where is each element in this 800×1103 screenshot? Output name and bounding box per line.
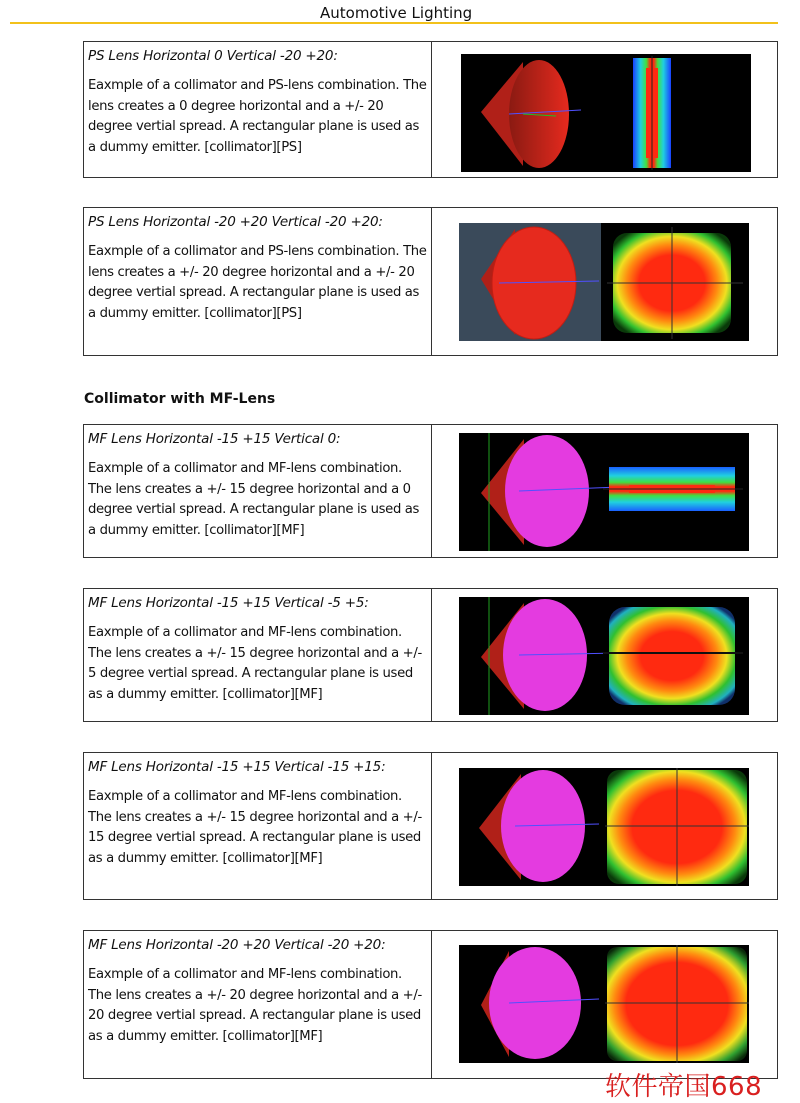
example-card-mf-15-0 bbox=[83, 424, 778, 558]
card-title: PS Lens Horizontal -20 +20 Vertical -20 +20: bbox=[88, 214, 383, 230]
lens-face bbox=[489, 947, 581, 1059]
example-card-mf-15-15 bbox=[83, 752, 778, 900]
card-description: Eaxmple of a collimator and MF-lens combination. The lens creates a +/- 15 degree horizontal and a +/- 5 degree vertial spread. A rectangular plane is used as a dummy emitter. [collimator][MF] bbox=[88, 625, 422, 702]
card-title: PS Lens Horizontal 0 Vertical -20 +20: bbox=[88, 48, 338, 64]
lens-face bbox=[503, 599, 587, 711]
card-description: Eaxmple of a collimator and MF-lens combination. The lens creates a +/- 15 degree horizontal and a +/- 15 degree vertial spread. A rectangular plane is used as a dummy emitter. [collimator][MF] bbox=[88, 789, 422, 866]
simulation-image bbox=[459, 768, 749, 886]
simulation-image bbox=[459, 945, 749, 1063]
watermark-text: 软件帝国668 bbox=[605, 1072, 763, 1102]
card-text-column bbox=[84, 42, 432, 177]
card-description: Eaxmple of a collimator and MF-lens combination. The lens creates a +/- 20 degree horizontal and a +/- 20 degree vertial spread. A rectangular plane is used as a dummy emitter. [collimator][MF] bbox=[88, 967, 422, 1044]
card-title: MF Lens Horizontal -15 +15 Vertical -15 +15: bbox=[88, 759, 386, 775]
card-description: Eaxmple of a collimator and PS-lens combination. The lens creates a 0 degree horizontal and a +/- 20 degree vertial spread. A rectangular plane is used as a dummy emitter. [collimator][PS] bbox=[88, 78, 427, 155]
intensity-pattern bbox=[609, 607, 735, 705]
card-title: MF Lens Horizontal -15 +15 Vertical -5 +5: bbox=[88, 595, 369, 611]
card-description: Eaxmple of a collimator and PS-lens combination. The lens creates a +/- 20 degree horizontal and a +/- 20 degree vertial spread. A rectangular plane is used as a dummy emitter. [collimator][PS] bbox=[88, 244, 427, 321]
example-card-ps-20-20 bbox=[83, 207, 778, 356]
card-title: MF Lens Horizontal -20 +20 Vertical -20 +20: bbox=[88, 937, 386, 953]
example-card-mf-15-5 bbox=[83, 588, 778, 722]
simulation-image bbox=[459, 597, 749, 715]
card-text-column bbox=[84, 931, 432, 1078]
lens-face bbox=[505, 435, 589, 547]
simulation-image bbox=[461, 54, 751, 172]
header-rule bbox=[10, 22, 778, 24]
card-text-column bbox=[84, 208, 432, 355]
card-title: MF Lens Horizontal -15 +15 Vertical 0: bbox=[88, 431, 341, 447]
card-text-column bbox=[84, 753, 432, 899]
card-description: Eaxmple of a collimator and MF-lens combination. The lens creates a +/- 15 degree horizontal and a 0 degree vertial spread. A rectangular plane is used as a dummy emitter. [collimator][MF] bbox=[88, 461, 420, 538]
simulation-image bbox=[459, 433, 749, 551]
card-text-column bbox=[84, 425, 432, 557]
page-header bbox=[0, 0, 800, 28]
simulation-image bbox=[459, 223, 749, 341]
section-heading: Collimator with MF-Lens bbox=[84, 391, 276, 407]
example-card-ps-0-20 bbox=[83, 41, 778, 178]
header-title: Automotive Lighting bbox=[320, 4, 473, 22]
card-text-column bbox=[84, 589, 432, 721]
example-card-mf-20-20 bbox=[83, 930, 778, 1079]
lens-face bbox=[501, 770, 585, 882]
